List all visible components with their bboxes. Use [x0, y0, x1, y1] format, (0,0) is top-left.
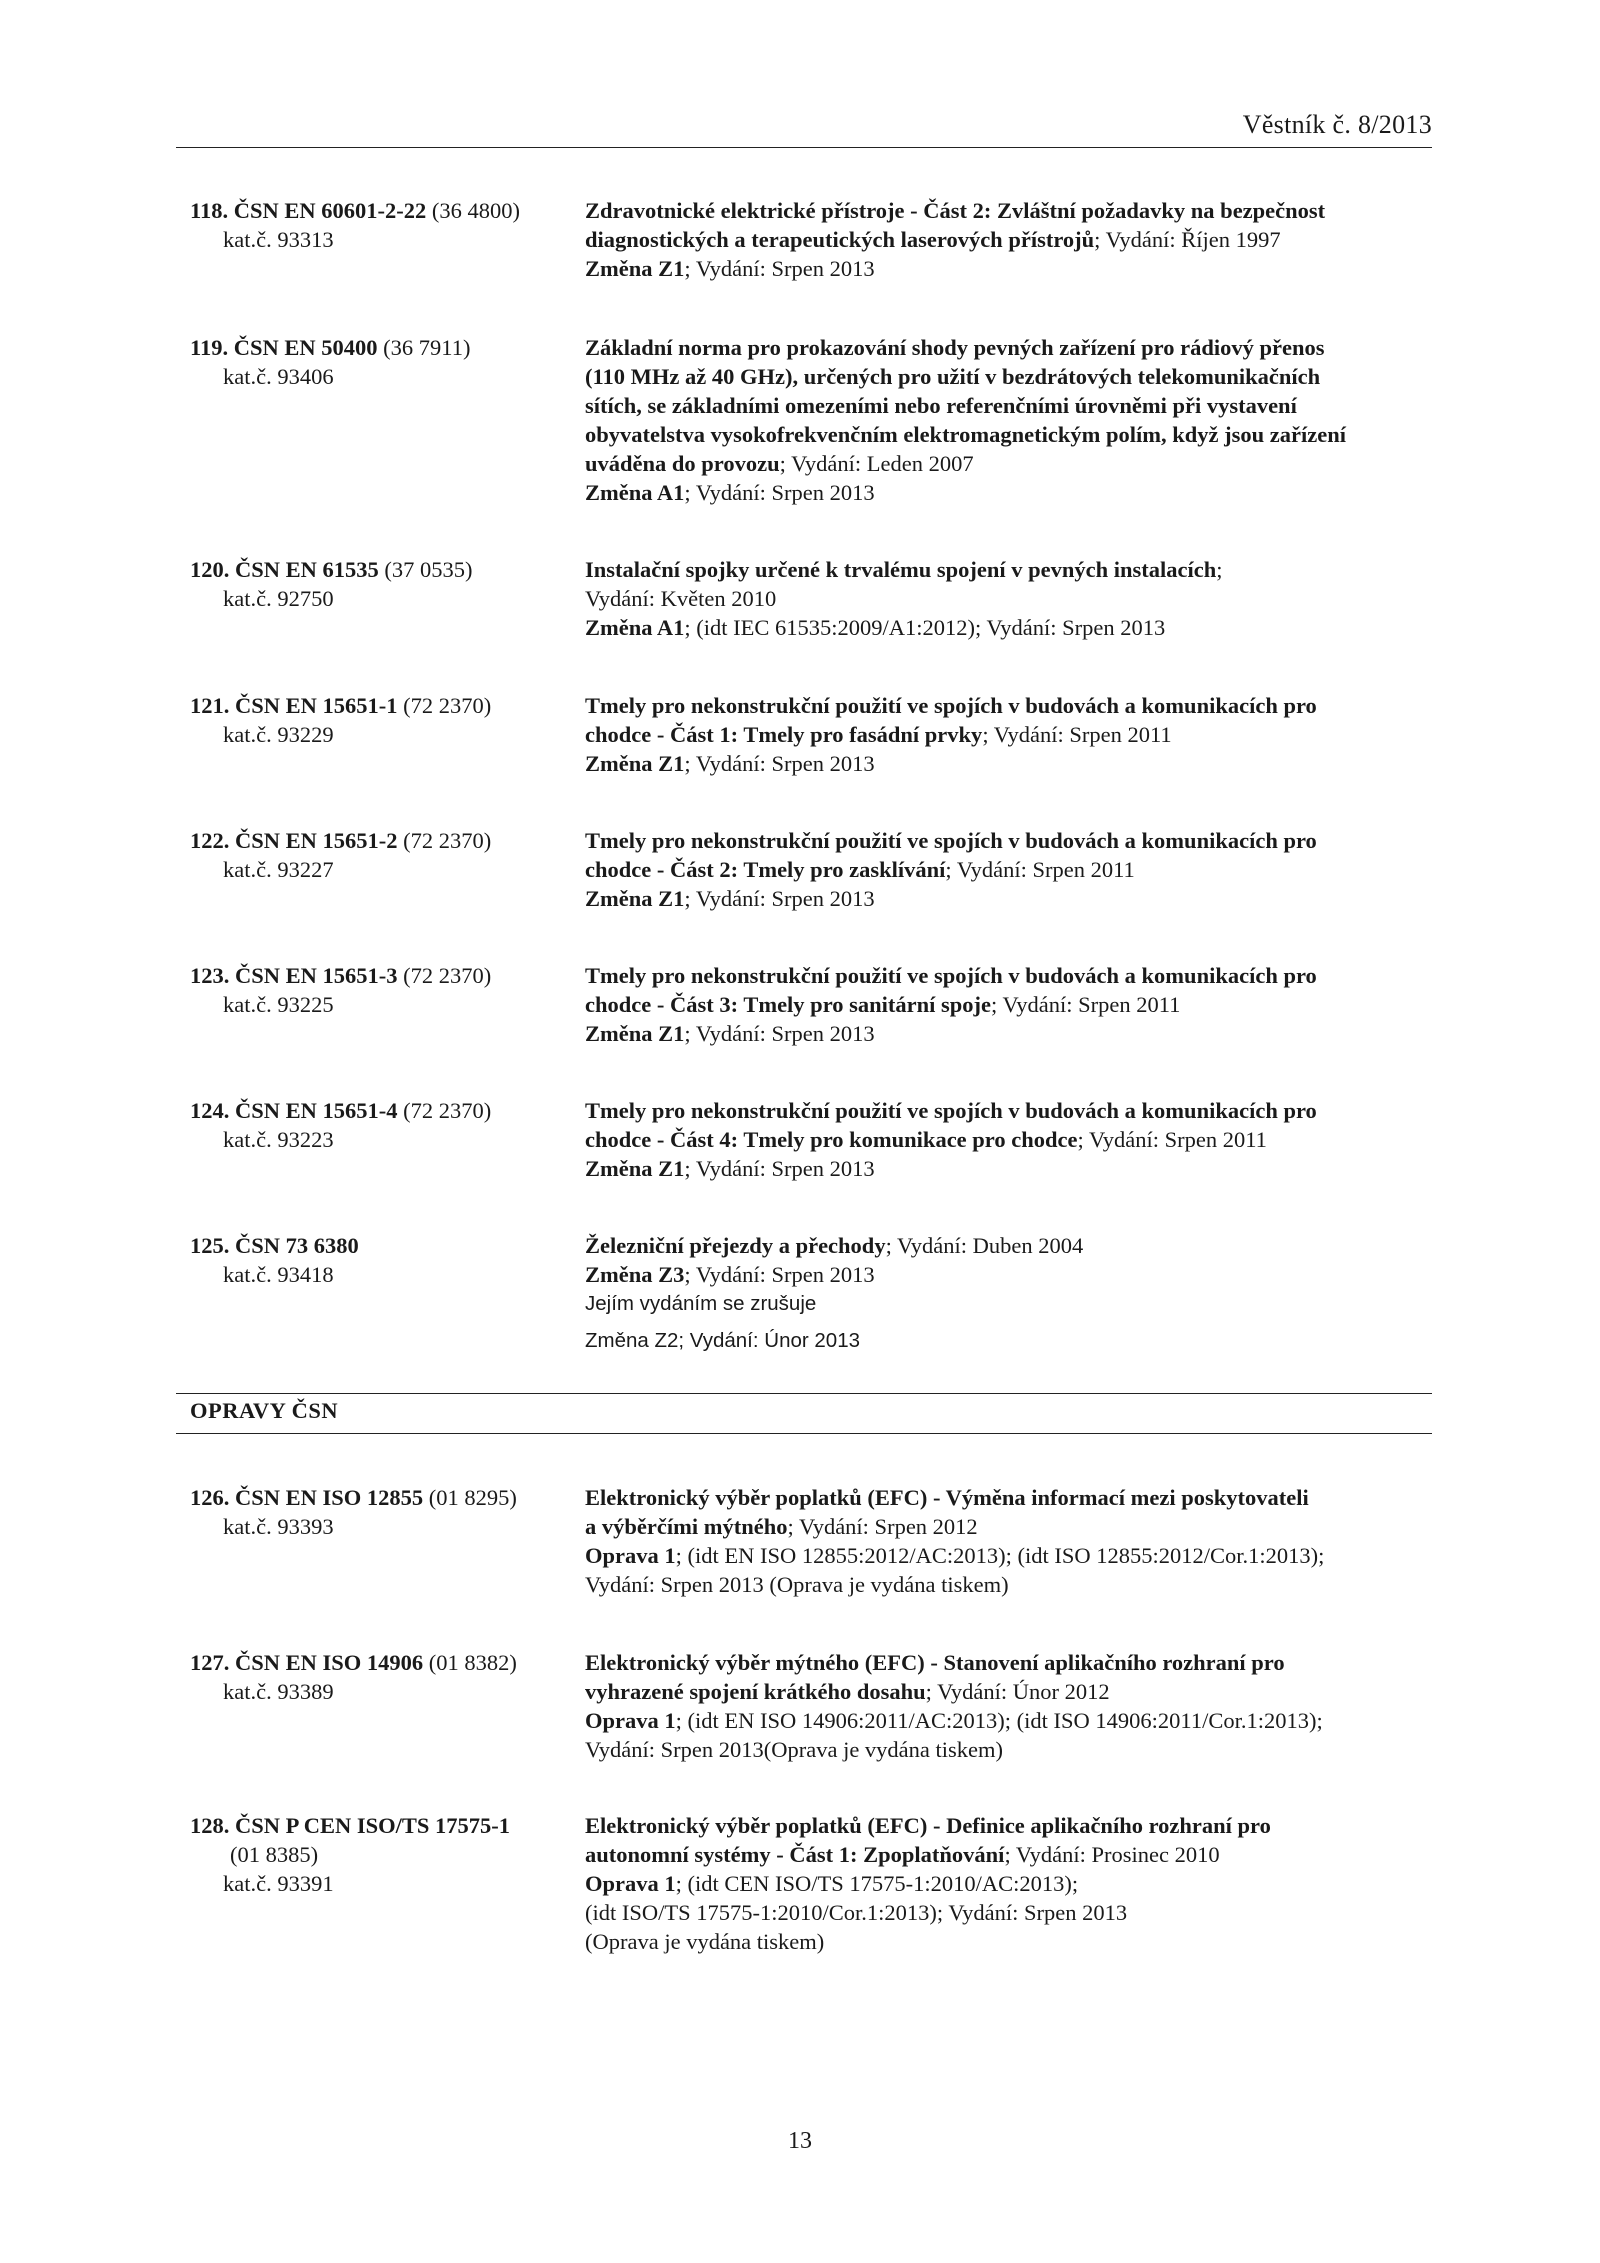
cancelled-change: Změna Z2; Vydání: Únor 2013: [585, 1329, 860, 1352]
standard-number: 124. ČSN EN 15651-4: [190, 1098, 398, 1123]
section-title: OPRAVY ČSN: [190, 1398, 339, 1423]
standard-number: 125. ČSN 73 6380: [190, 1233, 359, 1258]
entry-identifier: [190, 1648, 570, 1706]
change-label: Změna Z1: [585, 1156, 685, 1181]
catalog-number: kat.č. 93223: [223, 1127, 334, 1152]
entry-identifier: [190, 691, 570, 749]
change-text: ; (idt IEC 61535:2009/A1:2012); Vydání: Srpen 2013: [684, 615, 1166, 640]
entry-description: [585, 1648, 1445, 1764]
section-rule-bottom: [176, 1433, 1432, 1434]
entry-description: [585, 691, 1445, 778]
standard-title: Tmely pro nekonstrukční použití ve spojích v budovách a komunikacích pro: [585, 963, 1317, 988]
issue-date: ; Vydání: Říjen 1997: [1094, 227, 1281, 252]
change-text: ; Vydání: Srpen 2013: [684, 751, 875, 776]
standard-number: 119. ČSN EN 50400: [190, 335, 378, 360]
bulletin-title: Věstník č. 8/2013: [1242, 110, 1432, 139]
standard-title: Zdravotnické elektrické přístroje - Část 2: Zvláštní požadavky na bezpečnost: [585, 198, 1326, 223]
change-text: ; Vydání: Srpen 2013: [684, 886, 875, 911]
classification-code: (36 7911): [377, 335, 471, 360]
page-number: 13: [788, 2128, 812, 2154]
classification-code: (72 2370): [397, 693, 492, 718]
entry-description: [585, 1811, 1445, 1956]
correction-text: ; (idt CEN ISO/TS 17575-1:2010/AC:2013);: [675, 1871, 1079, 1896]
entry-description: [585, 1096, 1445, 1183]
standard-title: autonomní systémy - Část 1: Zpoplatňování: [585, 1842, 1005, 1867]
catalog-number: kat.č. 93227: [223, 857, 334, 882]
entry-identifier: [190, 1231, 570, 1289]
standard-title: Tmely pro nekonstrukční použití ve spojích v budovách a komunikacích pro: [585, 1098, 1317, 1123]
header-rule: [176, 147, 1432, 148]
catalog-number: kat.č. 93313: [223, 227, 334, 252]
standard-number: 126. ČSN EN ISO 12855: [190, 1485, 424, 1510]
classification-code: (01 8385): [230, 1842, 319, 1867]
entry-identifier: [190, 826, 570, 884]
issue-date: ; Vydání: Srpen 2011: [945, 857, 1135, 882]
issue-date: ; Vydání: Srpen 2012: [787, 1514, 978, 1539]
correction-label: Oprava 1: [585, 1708, 676, 1733]
catalog-number: kat.č. 93393: [223, 1514, 334, 1539]
entry-description: [585, 196, 1445, 283]
change-label: Změna Z1: [585, 1021, 685, 1046]
classification-code: (37 0535): [378, 557, 473, 582]
standard-title: Elektronický výběr mýtného (EFC) - Stanovení aplikačního rozhraní pro: [585, 1650, 1285, 1675]
entry-identifier: [190, 1096, 570, 1154]
entry-identifier: [190, 961, 570, 1019]
correction-note: (Oprava je vydána tiskem): [585, 1929, 825, 1954]
correction-label: Oprava 1: [585, 1543, 676, 1568]
standard-title: Elektronický výběr poplatků (EFC) - Výměna informací mezi poskytovateli: [585, 1485, 1309, 1510]
standard-title: Tmely pro nekonstrukční použití ve spojích v budovách a komunikacích pro: [585, 828, 1317, 853]
entry-identifier: [190, 196, 570, 254]
classification-code: (01 8295): [423, 1485, 517, 1510]
standard-number: 123. ČSN EN 15651-3: [190, 963, 398, 988]
standard-title: Tmely pro nekonstrukční použití ve spojích v budovách a komunikacích pro: [585, 693, 1317, 718]
change-text: ; Vydání: Srpen 2013: [684, 256, 875, 281]
correction-issue: Vydání: Srpen 2013 (Oprava je vydána tiskem): [585, 1572, 1009, 1597]
correction-text: ; (idt EN ISO 14906:2011/AC:2013); (idt ISO 14906:2011/Cor.1:2013);: [675, 1708, 1323, 1733]
correction-text: ; (idt EN ISO 12855:2012/AC:2013); (idt ISO 12855:2012/Cor.1:2013);: [675, 1543, 1325, 1568]
standard-title: sítích, se základními omezeními nebo referenčními úrovněmi při vystavení: [585, 393, 1297, 418]
entry-description: [585, 1231, 1445, 1355]
change-label: Změna Z3: [585, 1262, 685, 1287]
catalog-number: kat.č. 93389: [223, 1679, 334, 1704]
catalog-number: kat.č. 93229: [223, 722, 334, 747]
change-text: ; Vydání: Srpen 2013: [684, 1262, 875, 1287]
entry-identifier: [190, 1811, 570, 1898]
correction-reference: (idt ISO/TS 17575-1:2010/Cor.1:2013); Vydání: Srpen 2013: [585, 1900, 1128, 1925]
standard-title: chodce - Část 4: Tmely pro komunikace pro chodce: [585, 1127, 1078, 1152]
classification-code: (01 8382): [423, 1650, 517, 1675]
entry-description: [585, 1483, 1445, 1599]
issue-date: ; Vydání: Prosinec 2010: [1004, 1842, 1220, 1867]
entry-description: [585, 555, 1445, 642]
section-rule-top: [176, 1393, 1432, 1394]
standard-title: obyvatelstva vysokofrekvenčním elektromagnetickým polím, když jsou zařízení: [585, 422, 1346, 447]
issue-date: ; Vydání: Únor 2012: [925, 1679, 1110, 1704]
standard-number: 122. ČSN EN 15651-2: [190, 828, 398, 853]
catalog-number: kat.č. 92750: [223, 586, 334, 611]
change-text: ; Vydání: Srpen 2013: [684, 480, 875, 505]
correction-label: Oprava 1: [585, 1871, 676, 1896]
standard-title: chodce - Část 3: Tmely pro sanitární spoje: [585, 992, 992, 1017]
entry-description: [585, 826, 1445, 913]
standard-title: a výběrčími mýtného: [585, 1514, 788, 1539]
standard-number: 121. ČSN EN 15651-1: [190, 693, 398, 718]
classification-code: (72 2370): [397, 963, 492, 988]
change-text: ; Vydání: Srpen 2013: [684, 1156, 875, 1181]
correction-issue: Vydání: Srpen 2013(Oprava je vydána tiskem): [585, 1737, 1004, 1762]
change-label: Změna A1: [585, 480, 685, 505]
title-suffix: ;: [1216, 557, 1223, 582]
catalog-number: kat.č. 93225: [223, 992, 334, 1017]
entry-description: [585, 333, 1445, 507]
change-label: Změna Z1: [585, 751, 685, 776]
issue-date: ; Vydání: Duben 2004: [885, 1233, 1084, 1258]
entry-identifier: [190, 333, 570, 391]
standard-number: 120. ČSN EN 61535: [190, 557, 379, 582]
catalog-number: kat.č. 93391: [223, 1871, 334, 1896]
cancel-note: Jejím vydáním se zrušuje: [585, 1292, 817, 1315]
issue-date: ; Vydání: Srpen 2011: [991, 992, 1181, 1017]
standard-title: vyhrazené spojení krátkého dosahu: [585, 1679, 926, 1704]
catalog-number: kat.č. 93418: [223, 1262, 334, 1287]
standard-title: Instalační spojky určené k trvalému spojení v pevných instalacích: [585, 557, 1217, 582]
standard-title: uváděna do provozu: [585, 451, 780, 476]
standard-title: chodce - Část 1: Tmely pro fasádní prvky: [585, 722, 983, 747]
standard-title: diagnostických a terapeutických laserových přístrojů: [585, 227, 1095, 252]
change-label: Změna A1: [585, 615, 685, 640]
catalog-number: kat.č. 93406: [223, 364, 334, 389]
standard-title: Železniční přejezdy a přechody: [585, 1233, 886, 1258]
standard-title: chodce - Část 2: Tmely pro zasklívání: [585, 857, 946, 882]
standard-number: 128. ČSN P CEN ISO/TS 17575-1: [190, 1813, 511, 1838]
classification-code: (72 2370): [397, 828, 492, 853]
entry-description: [585, 961, 1445, 1048]
standard-title: (110 MHz až 40 GHz), určených pro užití v bezdrátových telekomunikačních: [585, 364, 1321, 389]
standard-title: Elektronický výběr poplatků (EFC) - Definice aplikačního rozhraní pro: [585, 1813, 1271, 1838]
issue-date: ; Vydání: Leden 2007: [779, 451, 974, 476]
change-text: ; Vydání: Srpen 2013: [684, 1021, 875, 1046]
issue-date: Vydání: Květen 2010: [585, 586, 777, 611]
entry-identifier: [190, 555, 570, 613]
standard-title: Základní norma pro prokazování shody pevných zařízení pro rádiový přenos: [585, 335, 1325, 360]
issue-date: ; Vydání: Srpen 2011: [982, 722, 1172, 747]
change-label: Změna Z1: [585, 256, 685, 281]
standard-number: 118. ČSN EN 60601-2-22: [190, 198, 427, 223]
entry-identifier: [190, 1483, 570, 1541]
classification-code: (36 4800): [426, 198, 521, 223]
classification-code: (72 2370): [397, 1098, 492, 1123]
change-label: Změna Z1: [585, 886, 685, 911]
issue-date: ; Vydání: Srpen 2011: [1077, 1127, 1267, 1152]
standard-number: 127. ČSN EN ISO 14906: [190, 1650, 424, 1675]
